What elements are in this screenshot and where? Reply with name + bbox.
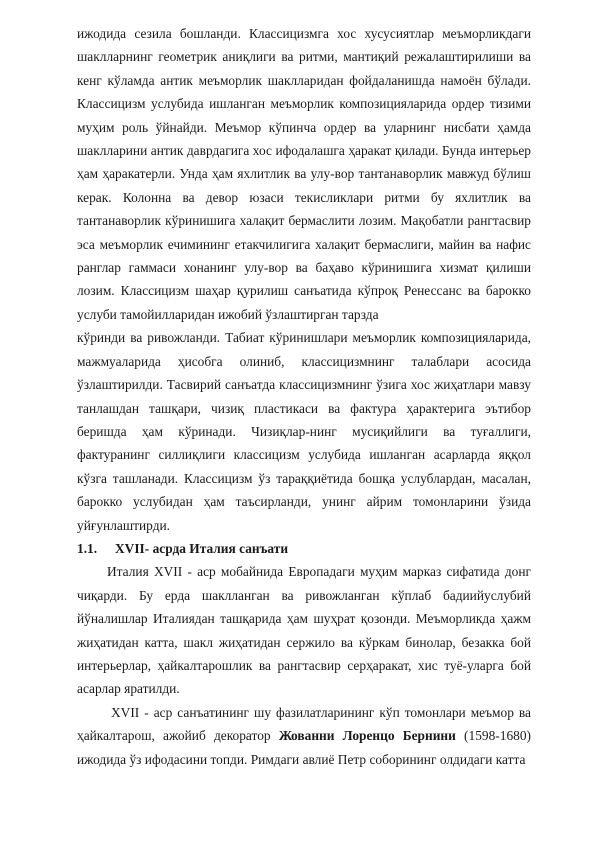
bernini-text-before: XVII - аср санъатининг шу фазилатларининг кўп томонлари меъмор ва ҳайкалтарош, ажойиб декоратор: [77, 704, 531, 744]
document-page: [77, 22, 531, 771]
paragraph-classicism-nature: кўринди ва ривожланди. Табиат кўринишлари меъморлик композицияларида, мажмуаларида ҳисобга олиниб, классицизмнинг талаблари асосида ўзлаштирилди. Тасвирий санъатда классицизмнинг ўзига хос жиҳатлари мавзу танлашдан ташқари, чизиқ пластикаси ва фактура ҳарактерига эътибор беришда ҳам кўринади. Чизиқлар-нинг мусиқийлиги ва туғаллиги, фактуранинг силлиқлиги классицизм услубида ишланган асарларда яққол кўзга ташланади. Классицизм ўз тараққиётида бошқа услублардан, масалан, барокко услубидан ҳам таъсирланди, унинг айрим томонларини ўзида уйғунлаштирди.: [77, 330, 531, 533]
bernini-name: Жованни Лоренцо Бернини: [278, 728, 456, 744]
paragraph-bernini: [77, 701, 531, 771]
paragraph-classicism-features: ижодида сезила бошланди. Классицизмга хос хусусиятлар меъморликдаги шаклларнинг геометрик аниқлиги ва ритми, мантиқий режалаштирилиши ва кенг кўламда антик меъморлик шаклларидан фойдаланишда намоён бўлади. Классицизм услубида ишланган меъморлик композицияларида ордер тизими муҳим роль ўйнайди. Меъмор кўпинча ордер ва уларнинг нисбати ҳамда шаклларини антик даврдагига хос ифодалашга ҳаракат қилади. Бунда интерьер ҳам ҳаракатерли. Унда ҳам яхлитлик ва улу-вор тантанаворлик мавжуд бўлиш керак. Колонна ва девор юзаси текисликлари ритми бу яхлитлик ва тантанаворлик кўринишига халақит бермаслити лозим. Мақобатли рангтасвир эса меъморлик ечимининг етакчилигига халақит бермаслиги, майин ва нафис ранглар гаммаси хонанинг улу-вор ва баҳаво кўринишига хизмат қилиши лозим. Классицизм шаҳар қурилиш санъатида кўпроқ Ренессанс ва барокко услуби тамойилларидан ижобий ўзлаштирган тарзда: [77, 26, 531, 322]
section-number: 1.1.: [77, 540, 98, 556]
section-heading: [77, 537, 531, 560]
paragraph-italy-17th-century: Италия XVII - аср мобайнида Европадаги муҳим марказ сифатида донг чиқарди. Бу ерда шаклланган ва ривожланган кўплаб бадиийуслубий йўналишлар Италиядан ташқарида ҳам шуҳрат қозонди. Меъморликда ҳажм жиҳатидан катта, шакл жиҳатидан сержило ва кўркам бинолар, безакка бой интерьерлар, ҳайкалтарошлик ва рангтасвир серҳаракат, хис туё-уларга бой асарлар яратилди.: [77, 564, 531, 697]
section-title: XVII- асрда Италия санъати: [115, 540, 289, 556]
bernini-text-after: (1598-1680) ижодида ўз ифодасини топди. Римдаги авлиё Петр соборининг олдидаги катта: [77, 728, 531, 767]
